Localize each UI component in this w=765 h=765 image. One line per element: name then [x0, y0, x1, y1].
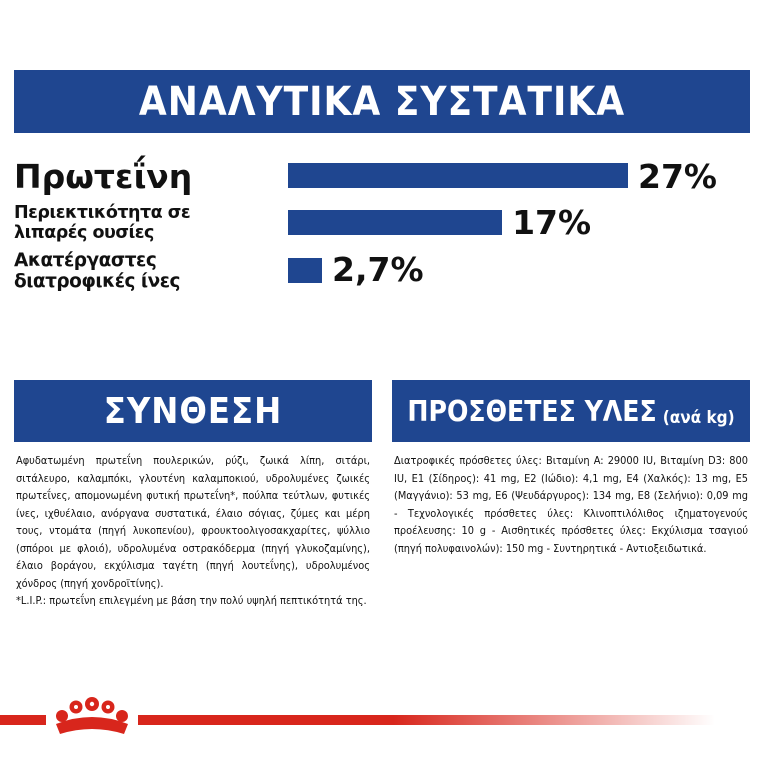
analytic-bar-fat [288, 210, 502, 235]
analytic-row-protein [14, 157, 258, 197]
additives-header [392, 380, 750, 442]
composition-ingredients: Αφυδατωμένη πρωτεΐνη πουλερικών, ρύζι, ζωικά λίπη, σιτάρι, σιτάλευρο, καλαμπόκι, γλουτένη καλαμποκιού, υδρολυμένες ζωικές πρωτεΐνες, απομονωμένη φυτική πρωτεΐνη*, πούλπα τεύτλων, φυτικές ίνες, ιχθυέλαιο, ανόργανα συστατικά, έλαιο σόγιας, ζύμες και μέρη τους, ντομάτα (πηγή λυκοπενίου), φρουκτοολιγοσακχαρίτες, ψύλλιο (σπόροι με φλοιό), υδρολυμένα οστρακόδερμα (πηγή γλυκοζαμίνης), έλαιο βοράγου, εκχύλισμα ταγέτη (πηγή λουτεΐνης), υδρολυμένος χόνδρος (πηγή χονδροϊτίνης). [16, 454, 370, 590]
analytic-bar-fibre [288, 258, 322, 283]
brand-logo [46, 694, 138, 744]
analytical-constituents-title: ΑΝΑΛΥΤΙΚΑ ΣΥΣΤΑΤΙΚΑ [138, 78, 626, 125]
additives-text: Διατροφικές πρόσθετες ύλες: Βιταμίνη A: 29000 IU, Βιταμίνη D3: 800 IU, E1 (Σίδηρος): 41 mg, E2 (Ιώδιο): 4,1 mg, E4 (Χαλκός): 13 mg, E5 (Μαγγάνιο): 53 mg, E6 (Ψευδάργυρος): 134 mg, E8 (Σελήνιο): 0,09 mg - Τεχνολογικές πρόσθετες ύλες: Κλινοπτιλόλιθος ιζηματογενούς προέλευσης: 10 g - Αισθητικές πρόσθετες ύλες: Εκχύλισμα τσαγιού (πηγή πολυφαινολών): 150 mg - Συντηρητικά - Αντιοξειδωτικά. [394, 454, 748, 555]
analytic-bar-protein [288, 163, 628, 188]
composition-header [14, 380, 372, 442]
analytic-value-fat: 17% [512, 203, 592, 242]
analytic-label-protein: Πρωτεΐνη [14, 157, 193, 196]
royal-canin-crown-icon [46, 694, 138, 744]
analytic-value-fibre: 2,7% [332, 250, 424, 289]
composition-footnote: *L.I.P.: πρωτεΐνη επιλεγμένη με βάση την πολύ υψηλή πεπτικότητά της. [16, 594, 367, 607]
analytic-label-fat: Περιεκτικότητα σε λιπαρές ουσίες [14, 203, 191, 243]
additives-title: ΠΡΟΣΘΕΤΕΣ ΥΛΕΣ [407, 394, 657, 428]
analytic-row-fat [14, 203, 258, 243]
additives-unit: (ανά kg) [662, 408, 735, 428]
additives-text-block [394, 452, 748, 557]
analytical-constituents-banner [14, 70, 750, 133]
analytic-label-fibre: Ακατέργαστες διατροφικές ίνες [14, 250, 180, 292]
composition-text-block [16, 452, 370, 610]
analytic-value-protein: 27% [638, 157, 717, 196]
analytic-row-fibre [14, 250, 258, 290]
composition-title: ΣΥΝΘΕΣΗ [103, 390, 283, 432]
